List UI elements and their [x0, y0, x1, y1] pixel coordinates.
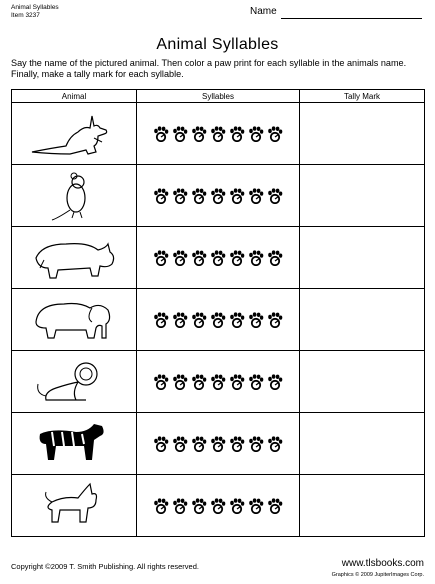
- animal-cell: [12, 165, 137, 227]
- paw-print-icon[interactable]: [248, 312, 264, 328]
- copyright: Copyright ©2009 T. Smith Publishing. All rights reserved.: [11, 562, 199, 571]
- table-row: [12, 475, 425, 537]
- mouse-icon: [22, 168, 126, 224]
- syllables-cell: [137, 103, 300, 165]
- lion-icon: [22, 354, 126, 410]
- paw-print-icon[interactable]: [210, 498, 226, 514]
- paw-print-group: [137, 436, 299, 452]
- header-tally-mark: Tally Mark: [300, 90, 425, 103]
- website: www.tlsbooks.com: [341, 558, 424, 569]
- tally-mark-cell[interactable]: [300, 165, 425, 227]
- syllables-cell: [137, 227, 300, 289]
- instructions: Say the name of the pictured animal. Then color a paw print for each syllable in the animals name. Finally, make a tally mark for each syllable.: [11, 58, 407, 79]
- elephant-icon: [22, 292, 126, 348]
- worksheet-header-info: [11, 4, 59, 20]
- paw-print-icon[interactable]: [210, 436, 226, 452]
- animal-cell: [12, 475, 137, 537]
- tally-mark-cell[interactable]: [300, 289, 425, 351]
- paw-print-icon[interactable]: [191, 374, 207, 390]
- paw-print-icon[interactable]: [267, 374, 283, 390]
- paw-print-icon[interactable]: [172, 126, 188, 142]
- paw-print-icon[interactable]: [248, 374, 264, 390]
- paw-print-icon[interactable]: [267, 126, 283, 142]
- syllables-cell: [137, 289, 300, 351]
- paw-print-icon[interactable]: [210, 126, 226, 142]
- paw-print-icon[interactable]: [153, 374, 169, 390]
- paw-print-icon[interactable]: [267, 312, 283, 328]
- table-row: [12, 165, 425, 227]
- paw-print-group: [137, 188, 299, 204]
- kangaroo-icon: [22, 106, 126, 162]
- paw-print-icon[interactable]: [267, 498, 283, 514]
- paw-print-icon[interactable]: [153, 436, 169, 452]
- paw-print-icon[interactable]: [229, 374, 245, 390]
- syllable-table: [11, 89, 425, 537]
- header-animal: Animal: [12, 90, 137, 103]
- paw-print-icon[interactable]: [210, 312, 226, 328]
- animal-cell: [12, 103, 137, 165]
- dog-icon: [22, 478, 126, 534]
- paw-print-icon[interactable]: [153, 312, 169, 328]
- paw-print-icon[interactable]: [229, 312, 245, 328]
- paw-print-icon[interactable]: [210, 250, 226, 266]
- table-row: [12, 351, 425, 413]
- graphics-credit: Graphics © 2009 JupiterImages Corp.: [331, 572, 424, 578]
- syllables-cell: [137, 413, 300, 475]
- paw-print-icon[interactable]: [153, 250, 169, 266]
- paw-print-icon[interactable]: [172, 188, 188, 204]
- animal-cell: [12, 289, 137, 351]
- syllables-cell: [137, 165, 300, 227]
- paw-print-icon[interactable]: [210, 188, 226, 204]
- paw-print-icon[interactable]: [153, 498, 169, 514]
- paw-print-icon[interactable]: [172, 312, 188, 328]
- paw-print-icon[interactable]: [267, 250, 283, 266]
- paw-print-icon[interactable]: [229, 126, 245, 142]
- paw-print-icon[interactable]: [172, 250, 188, 266]
- paw-print-icon[interactable]: [267, 188, 283, 204]
- paw-print-icon[interactable]: [172, 498, 188, 514]
- paw-print-icon[interactable]: [229, 498, 245, 514]
- paw-print-group: [137, 374, 299, 390]
- table-row: [12, 103, 425, 165]
- animal-cell: [12, 413, 137, 475]
- paw-print-icon[interactable]: [191, 498, 207, 514]
- paw-print-icon[interactable]: [248, 250, 264, 266]
- tally-mark-cell[interactable]: [300, 351, 425, 413]
- tally-mark-cell[interactable]: [300, 227, 425, 289]
- page-title: Animal Syllables: [156, 36, 279, 53]
- paw-print-group: [137, 498, 299, 514]
- paw-print-icon[interactable]: [172, 374, 188, 390]
- paw-print-icon[interactable]: [248, 436, 264, 452]
- paw-print-group: [137, 126, 299, 142]
- item-number: Item 3237: [11, 12, 40, 19]
- paw-print-group: [137, 312, 299, 328]
- paw-print-icon[interactable]: [191, 188, 207, 204]
- table-row: [12, 289, 425, 351]
- paw-print-icon[interactable]: [191, 250, 207, 266]
- header-syllables: Syllables: [137, 90, 300, 103]
- paw-print-icon[interactable]: [153, 188, 169, 204]
- paw-print-group: [137, 250, 299, 266]
- syllables-cell: [137, 475, 300, 537]
- paw-print-icon[interactable]: [210, 374, 226, 390]
- paw-print-icon[interactable]: [229, 250, 245, 266]
- animal-cell: [12, 351, 137, 413]
- paw-print-icon[interactable]: [248, 126, 264, 142]
- paw-print-icon[interactable]: [267, 436, 283, 452]
- table-row: [12, 227, 425, 289]
- paw-print-icon[interactable]: [229, 436, 245, 452]
- paw-print-icon[interactable]: [229, 188, 245, 204]
- tally-mark-cell[interactable]: [300, 475, 425, 537]
- zebra-icon: [22, 416, 126, 472]
- table-row: [12, 413, 425, 475]
- paw-print-icon[interactable]: [248, 498, 264, 514]
- paw-print-icon[interactable]: [191, 312, 207, 328]
- table-header-row: [12, 90, 425, 103]
- paw-print-icon[interactable]: [153, 126, 169, 142]
- name-label: Name: [250, 6, 277, 17]
- syllables-cell: [137, 351, 300, 413]
- name-field[interactable]: [281, 18, 422, 19]
- tally-mark-cell[interactable]: [300, 103, 425, 165]
- paw-print-icon[interactable]: [191, 436, 207, 452]
- paw-print-icon[interactable]: [248, 188, 264, 204]
- paw-print-icon[interactable]: [172, 436, 188, 452]
- tally-mark-cell[interactable]: [300, 413, 425, 475]
- paw-print-icon[interactable]: [191, 126, 207, 142]
- animal-cell: [12, 227, 137, 289]
- worksheet-title-small: Animal Syllables: [11, 4, 59, 11]
- rhinoceros-icon: [22, 230, 126, 286]
